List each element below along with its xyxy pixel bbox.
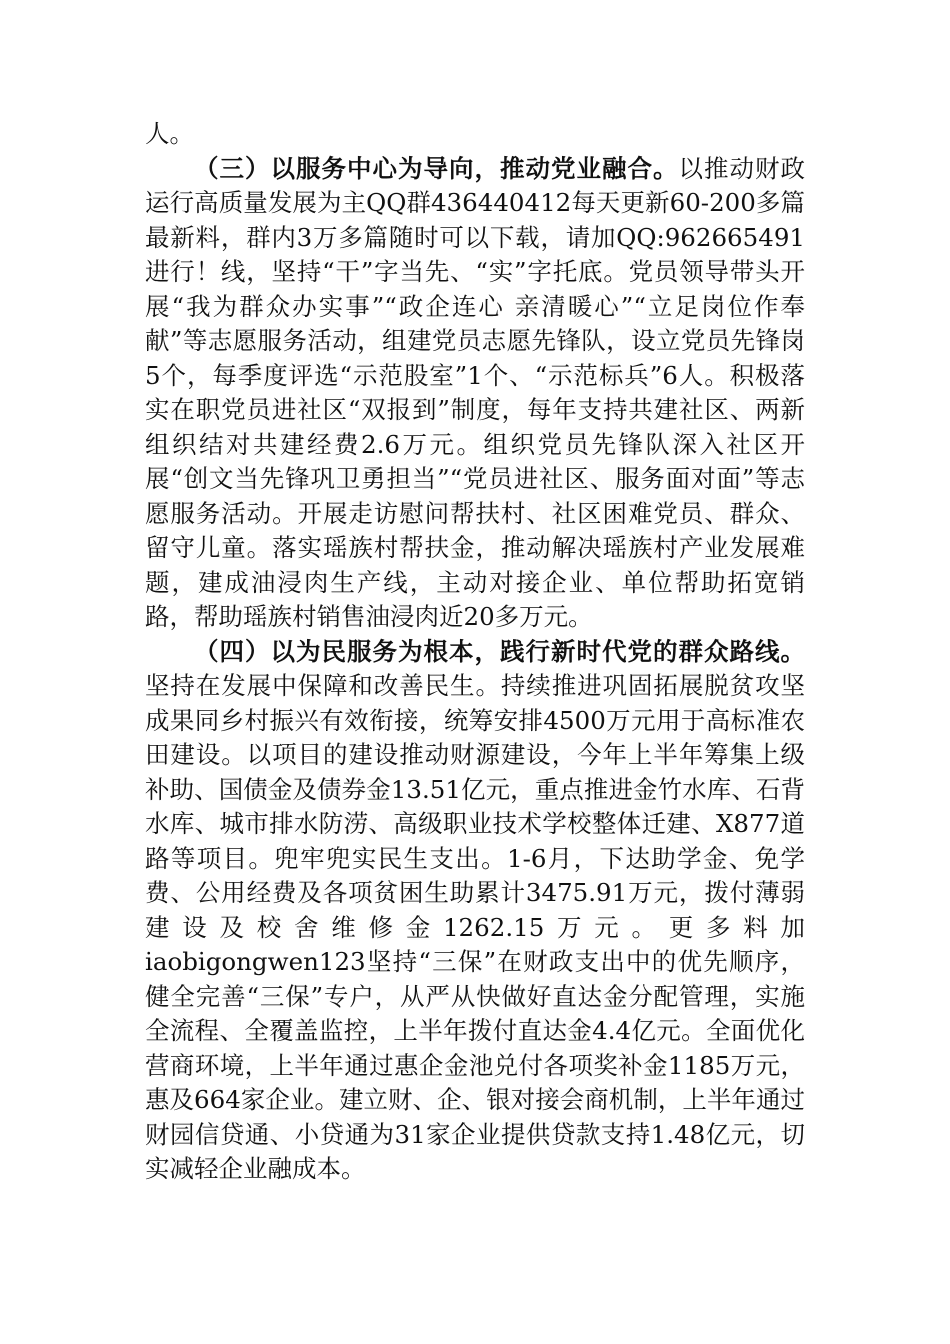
section-heading-three: （三）以服务中心为导向，推动党业融合。: [194, 153, 679, 183]
section-heading-four: （四）以为民服务为根本，践行新时代党的群众路线。: [194, 636, 805, 666]
paragraph-text: 坚持在发展中保障和改善民生。持续推进巩固拓展脱贫攻坚成果同乡村振兴有效衔接，统筹安排4500万元用于高标准农田建设。以项目的建设推动财源建设，今年上半年筹集上级补助、国债金及债券金13.51亿元，重点推进金竹水库、石背水库、城市排水防涝、高级职业技术学校整体迁建、X877道路等项目。兜牢兜实民生支出。1-6月，下达助学金、免学费、公用经费及各项贫困生助累计3475.91万元，拨付薄弱建设及校舍维修金1262.15万元。更多料加iaobigongwen123坚持“三保”在财政支出中的优先顺序，健全完善“三保”专户，从严从快做好直达金分配管理，实施全流程、全覆盖监控，上半年拨付直达金4.4亿元。全面优化营商环境，上半年通过惠企金池兑付各项奖补金1185万元，惠及664家企业。建立财、企、银对接会商机制，上半年通过财园信贷通、小贷通为31家企业提供贷款支持1.48亿元，切实减轻企业融成本。: [145, 671, 805, 1183]
paragraph-text: 以推动财政运行高质量发展为主QQ群436440412每天更新60-200多篇最新料，群内3万多篇随时可以下载，请加QQ:962665491进行！线，坚持“干”字当先、“实”字托底。党员领导带头开展“我为群众办实事”“政企连心 亲清暖心”“立足岗位作奉献”等志愿服务活动，组建党员志愿先锋队，设立党员先锋岗5个，每季度评选“示范股室”1个、“示范标兵”6人。积极落实在职党员进社区“双报到”制度，每年支持共建社区、两新组织结对共建经费2.6万元。组织党员先锋队深入社区开展“创文当先锋巩卫勇担当”“党员进社区、服务面对面”等志愿服务活动。开展走访慰问帮扶村、社区困难党员、群众、留守儿童。落实瑶族村帮扶金，推动解决瑶族村产业发展难题，建成油浸肉生产线，主动对接企业、单位帮助拓宽销路，帮助瑶族村销售油浸肉近20多万元。: [145, 153, 805, 631]
paragraph-text: 人。: [145, 119, 194, 148]
document-body: [145, 117, 805, 1187]
paragraph-section-four: [145, 635, 805, 1187]
paragraph-section-three: [145, 152, 805, 635]
paragraph-continuation: [145, 117, 805, 152]
